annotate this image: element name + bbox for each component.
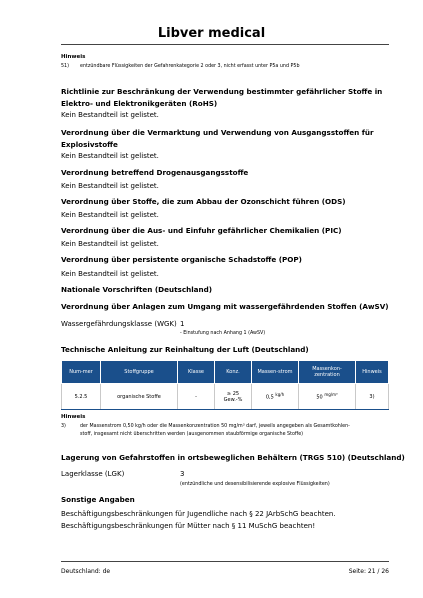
sonstige-line2: Beschäftigungsbeschränkungen für Mütter nach § 11 MuSchG beachten! — [61, 522, 316, 530]
sonstige-heading: Sonstige Angaben — [61, 495, 135, 504]
footer-page-number: Seite: 21 / 26 — [348, 568, 389, 575]
conc-unit: Gew.-% — [223, 396, 243, 403]
wgk-note: - Einstufung nach Anhang 1 (AwSV) — [180, 331, 266, 336]
note2-line1: der Massenstrom 0,50 kg/h oder die Massenkonzentration 50 mg/m³ darf, jeweils angegeben als Gesamtkohlen- — [80, 424, 350, 429]
page-title: Libver medical — [157, 26, 266, 41]
col-class: Klasse — [178, 361, 215, 384]
awsv-heading: Verordnung über Anlagen zum Umgang mit wassergefährdenden Stoffen (AwSV) — [61, 302, 389, 311]
col-note: Hinweis — [356, 361, 389, 384]
table-row — [62, 384, 389, 410]
table-header-row — [62, 361, 389, 384]
lgk-note: (entzündliche und desensibilisierende explosive Flüssigkeiten) — [180, 482, 330, 487]
rohs-text: Kein Bestandteil ist gelistet. — [61, 111, 159, 119]
col-num: Num-mer — [62, 361, 101, 384]
mass-flow-value: 0,5 — [265, 394, 274, 401]
cell-mass-flow — [252, 384, 299, 410]
pic-heading: Verordnung über die Aus- und Einfuhr gefährlicher Chemikalien (PIC) — [61, 226, 342, 235]
ta-luft-table — [61, 360, 389, 410]
trgs-heading: Lagerung von Gefahrstoffen in ortsbeweglichen Behältern (TRGS 510) (Deutschland) — [61, 453, 405, 462]
col-group: Stoffgruppe — [101, 361, 178, 384]
note-label: Hinweis — [61, 54, 86, 60]
wgk-label: Wassergefährdungsklasse (WGK) — [61, 320, 177, 328]
mass-flow-unit: kg/h — [275, 392, 285, 398]
cell-conc — [215, 384, 252, 410]
sonstige-line1: Beschäftigungsbeschränkungen für Jugendliche nach § 22 JArbSchG beachten. — [61, 510, 336, 518]
explosives-heading: Verordnung über die Vermarktung und Verwendung von Ausgangsstoffen für Explosivstoffe — [61, 128, 374, 149]
conc-value: ≥ 25 — [226, 390, 240, 397]
pop-text: Kein Bestandteil ist gelistet. — [61, 270, 159, 278]
pop-heading: Verordnung über persistente organische Schadstoffe (POP) — [61, 255, 302, 264]
note2-number: 3) — [61, 424, 66, 429]
rohs-heading: Richtlinie zur Beschränkung der Verwendung bestimmter gefährlicher Stoffe in Elektro- und Elektronikgeräten (RoHS) — [61, 87, 383, 108]
col-conc: Konz. — [215, 361, 252, 384]
explosives-text: Kein Bestandteil ist gelistet. — [61, 152, 159, 160]
header-divider — [61, 44, 389, 45]
lgk-value: 3 — [180, 470, 185, 478]
ods-heading: Verordnung über Stoffe, die zum Abbau der Ozonschicht führen (ODS) — [61, 197, 346, 206]
cell-note: 3) — [356, 384, 389, 410]
mass-conc-unit: mg/m³ — [324, 392, 338, 398]
cell-num: 5.2.5 — [62, 384, 101, 410]
mass-conc-value: 50 — [316, 394, 323, 401]
ods-text: Kein Bestandteil ist gelistet. — [61, 211, 159, 219]
note-number: 51) — [61, 64, 69, 69]
cell-class: - — [178, 384, 215, 410]
note-text: entzündbare Flüssigkeiten der Gefahrenkategorie 2 oder 3, nicht erfasst unter P5a und P5b — [80, 64, 300, 69]
drug-precursors-heading: Verordnung betreffend Drogenausgangsstoffe — [61, 168, 249, 177]
note2-label: Hinweis — [61, 414, 86, 420]
wgk-value: 1 — [180, 320, 185, 328]
drug-precursors-text: Kein Bestandteil ist gelistet. — [61, 182, 159, 190]
footer-country: Deutschland: de — [61, 568, 111, 575]
note2-line2: stoff, insgesamt nicht überschritten werden (ausgenommen staubförmige organische Stoffe) — [80, 432, 304, 437]
ta-luft-heading: Technische Anleitung zur Reinhaltung der Luft (Deutschland) — [61, 345, 309, 354]
col-mass-flow: Massen-strom — [252, 361, 299, 384]
national-heading: Nationale Vorschriften (Deutschland) — [61, 285, 213, 294]
pic-text: Kein Bestandteil ist gelistet. — [61, 240, 159, 248]
lgk-label: Lagerklasse (LGK) — [61, 470, 125, 478]
cell-mass-conc — [299, 384, 356, 410]
col-mass-conc: Massenkon-zentration — [299, 361, 356, 384]
footer-divider — [61, 561, 389, 562]
cell-group: organische Stoffe — [101, 384, 178, 410]
